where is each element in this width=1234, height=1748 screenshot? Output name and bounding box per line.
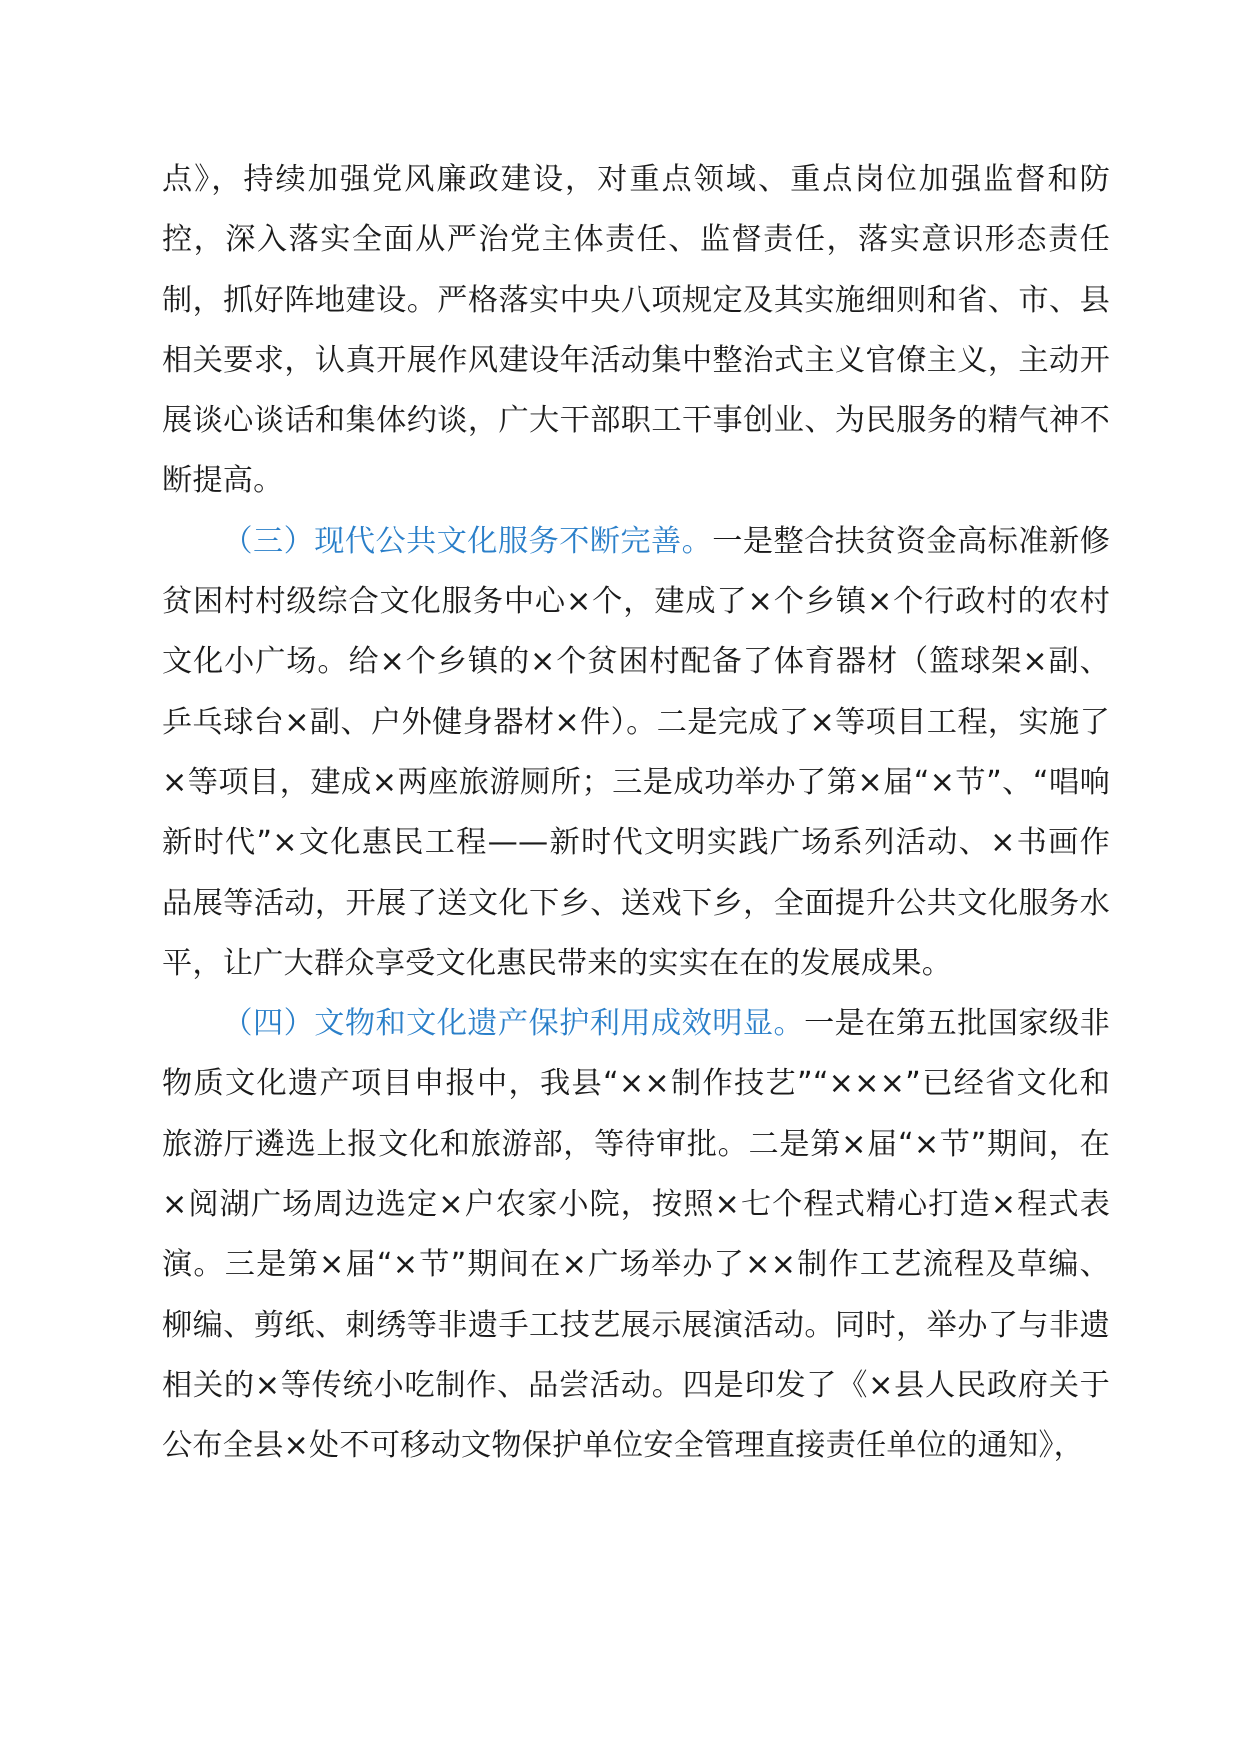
paragraph-section-3 xyxy=(162,512,1110,994)
section-heading-3: （三）现代公共文化服务不断完善。 xyxy=(222,523,713,559)
paragraph-text: 一是整合扶贫资金高标准新修贫困村村级综合文化服务中心×个，建成了×个乡镇×个行政村的农村文化小广场。给×个乡镇的×个贫困村配备了体育器材（篮球架×副、乒乓球台×副、户外健身器材×件）。二是完成了×等项目工程，实施了×等项目，建成×两座旅游厕所；三是成功举办了第×届“×节”、“唱响新时代”×文化惠民工程——新时代文明实践广场系列活动、×书画作品展等活动，开展了送文化下乡、送戏下乡，全面提升公共文化服务水平，让广大群众享受文化惠民带来的实实在在的发展成果。 xyxy=(162,523,1110,981)
section-heading-4: （四）文物和文化遗产保护利用成效明显。 xyxy=(222,1006,805,1042)
document-body xyxy=(162,150,1110,1477)
paragraph-section-4 xyxy=(162,994,1110,1476)
paragraph-continuation xyxy=(162,150,1110,512)
paragraph-text: 一是在第五批国家级非物质文化遗产项目申报中，我县“××制作技艺”“×××”已经省文化和旅游厅遴选上报文化和旅游部，等待审批。二是第×届“×节”期间，在×阅湖广场周边选定×户农家小院，按照×七个程式精心打造×程式表演。三是第×届“×节”期间在×广场举办了××制作工艺流程及草编、柳编、剪纸、刺绣等非遗手工技艺展示展演活动。同时，举办了与非遗相关的×等传统小吃制作、品尝活动。四是印发了《×县人民政府关于公布全县×处不可移动文物保护单位安全管理直接责任单位的通知》， xyxy=(162,1006,1110,1464)
paragraph-text: 点》，持续加强党风廉政建设，对重点领域、重点岗位加强监督和防控，深入落实全面从严治党主体责任、监督责任，落实意识形态责任制，抓好阵地建设。严格落实中央八项规定及其实施细则和省、市、县相关要求，认真开展作风建设年活动集中整治式主义官僚主义，主动开展谈心谈话和集体约谈，广大干部职工干事创业、为民服务的精气神不断提高。 xyxy=(162,162,1110,499)
